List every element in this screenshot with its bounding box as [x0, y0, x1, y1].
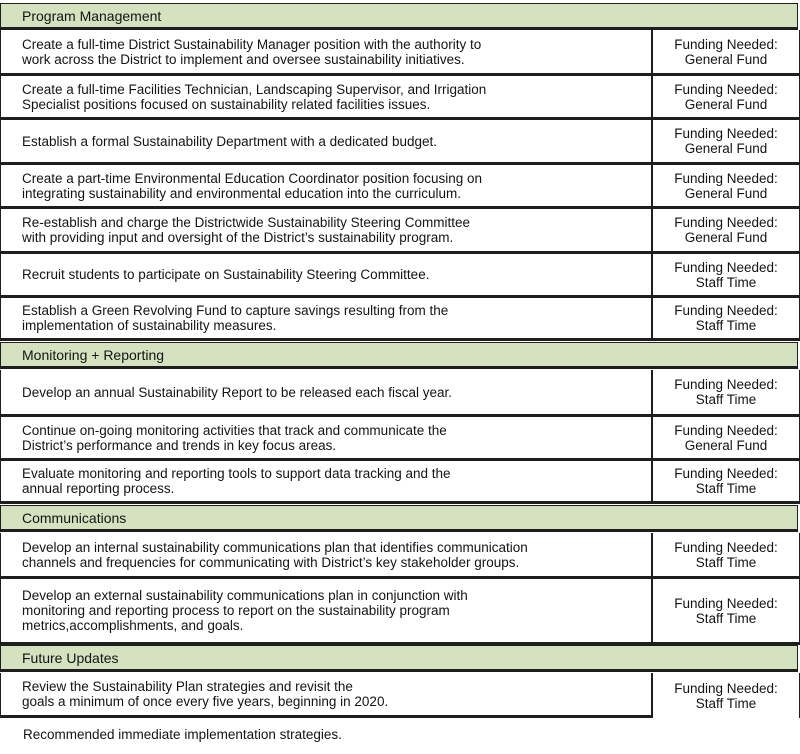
funding-cell — [653, 417, 800, 461]
funding-value: General Fund — [684, 230, 768, 245]
funding-cell — [653, 209, 800, 254]
section-header-future-updates: Future Updates — [0, 645, 798, 672]
funding-label: Funding Needed: — [674, 36, 778, 52]
funding-label: Funding Needed: — [674, 303, 778, 318]
funding-label: Funding Needed: — [674, 377, 778, 392]
funding-value: Staff Time — [695, 392, 757, 407]
funding-label: Funding Needed: — [674, 126, 778, 141]
funding-value: Staff Time — [695, 274, 757, 290]
strategy-text: Develop an internal sustainability communications plan that identifies communication channels and frequencies for communicating with District’s key stakeholder groups. — [0, 533, 653, 579]
strategy-text: Establish a Green Revolving Fund to capture savings resulting from the implementation of sustainability measures. — [0, 298, 653, 341]
strategy-text: Develop an external sustainability communications plan in conjunction with monitoring and reporting process to report on the sustainability program metrics,accomplishments, and goals. — [0, 579, 653, 645]
funding-label: Funding Needed: — [674, 215, 778, 230]
table-row — [0, 298, 800, 341]
section-header-monitoring-reporting: Monitoring + Reporting — [0, 342, 798, 369]
funding-cell — [653, 370, 800, 417]
funding-cell — [653, 30, 800, 76]
funding-value: General Fund — [684, 96, 768, 112]
funding-cell — [653, 254, 800, 298]
strategy-text: Recruit students to participate on Sustainability Steering Committee. — [0, 254, 653, 298]
table-row — [0, 165, 800, 209]
table-row — [0, 120, 800, 165]
table-caption: Recommended immediate implementation strategies. — [23, 727, 342, 742]
funding-value: General Fund — [684, 51, 768, 67]
strategy-text: Review the Sustainability Plan strategies and revisit the goals a minimum of once every five years, beginning in 2020. — [0, 673, 653, 718]
funding-label: Funding Needed: — [674, 680, 778, 696]
funding-cell — [653, 673, 800, 718]
table-row — [0, 579, 800, 645]
funding-label: Funding Needed: — [674, 466, 778, 481]
table-row — [0, 209, 800, 254]
table-row — [0, 533, 800, 579]
section-header-communications: Communications — [0, 505, 798, 532]
section-header-program-management: Program Management — [0, 3, 798, 30]
funding-label: Funding Needed: — [674, 539, 778, 555]
funding-value: Staff Time — [695, 554, 757, 570]
funding-label: Funding Needed: — [674, 422, 778, 438]
funding-label: Funding Needed: — [674, 595, 778, 611]
funding-value: Staff Time — [695, 481, 757, 496]
strategy-text: Create a full-time District Sustainability Manager position with the authority to work across the District to implement and oversee sustainability initiatives. — [0, 30, 653, 76]
strategy-text: Continue on-going monitoring activities that track and communicate the District’s performance and trends in key focus areas. — [0, 417, 653, 461]
funding-cell — [653, 120, 800, 165]
table-row — [0, 254, 800, 298]
funding-value: Staff Time — [695, 610, 757, 626]
strategy-text: Create a full-time Facilities Technician, Landscaping Supervisor, and Irrigation Specialist positions focused on sustainability related facilities issues. — [0, 76, 653, 120]
table-row — [0, 673, 800, 718]
funding-label: Funding Needed: — [674, 170, 778, 186]
table-row — [0, 76, 800, 120]
funding-label: Funding Needed: — [674, 259, 778, 275]
funding-value: General Fund — [684, 141, 768, 156]
funding-cell — [653, 76, 800, 120]
funding-cell — [653, 298, 800, 341]
funding-cell — [653, 461, 800, 504]
funding-value: Staff Time — [695, 695, 757, 711]
strategy-text: Develop an annual Sustainability Report to be released each fiscal year. — [0, 370, 653, 417]
strategy-text: Evaluate monitoring and reporting tools to support data tracking and the annual reporting process. — [0, 461, 653, 504]
funding-value: General Fund — [684, 185, 768, 201]
funding-cell — [653, 533, 800, 579]
funding-cell — [653, 165, 800, 209]
strategy-text: Create a part-time Environmental Education Coordinator position focusing on integrating sustainability and environmental education into the curriculum. — [0, 165, 653, 209]
strategy-text: Re-establish and charge the Districtwide Sustainability Steering Committee with providing input and oversight of the District’s sustainability program. — [0, 209, 653, 254]
funding-cell — [653, 579, 800, 645]
funding-value: Staff Time — [695, 318, 757, 333]
strategy-text: Establish a formal Sustainability Department with a dedicated budget. — [0, 120, 653, 165]
table-row — [0, 417, 800, 461]
table-row — [0, 370, 800, 417]
funding-label: Funding Needed: — [674, 81, 778, 97]
table-row — [0, 461, 800, 504]
table-row — [0, 30, 800, 76]
funding-value: General Fund — [684, 437, 768, 453]
